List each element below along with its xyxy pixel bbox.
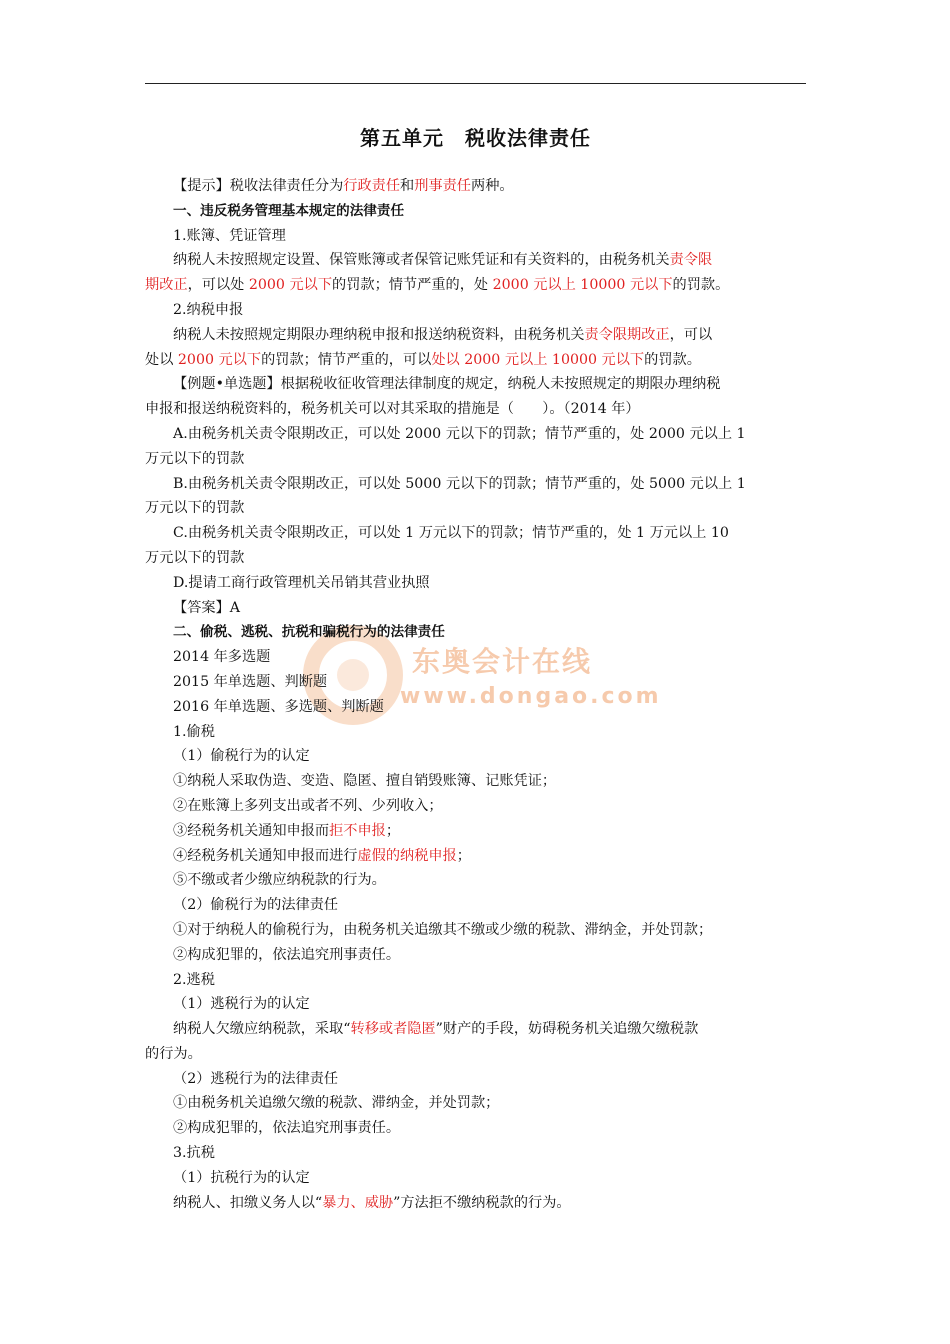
highlighted-text: 2000 元以下 [177,351,262,368]
text-segment: 和 [400,178,415,194]
watermark-brand: 东奥会计在线 [412,645,593,678]
text-line [145,273,810,298]
highlighted-text: 拒不申报 [329,822,386,839]
text-segment: 2.纳税申报 [173,301,244,318]
text-line [145,1141,810,1166]
text-line [145,794,810,819]
text-segment: 万元以下的罚款 [145,549,245,566]
highlighted-text: 暴力、威胁 [322,1194,394,1211]
text-segment: 1.偷税 [173,723,215,740]
text-segment: 3.抗税 [173,1145,215,1162]
text-line [145,893,810,918]
text-line [145,372,810,397]
header-rule [145,83,806,84]
highlighted-text: 处以 2000 元以上 10000 元以下 [431,351,645,368]
text-segment: 一、违反税务管理基本规定的法律责任 [173,202,405,219]
text-segment: 2016 年单选题、多选题、判断题 [173,698,384,715]
text-segment: 的罚款；情节严重的，处 [332,277,493,294]
text-segment: 二、偷税、逃税、抗税和骗税行为的法律责任 [173,624,445,641]
text-segment: 的行为。 [145,1045,202,1062]
text-line [145,521,810,546]
highlighted-text: 虚假的纳税申报 [357,847,457,864]
text-segment: 申报和报送纳税资料的，税务机关可以对其采取的措施是（ ）。（2014 年） [145,401,640,418]
text-line [145,422,810,447]
text-segment: 处以 [145,351,178,368]
text-line [145,571,810,596]
text-segment: ，可以处 [187,277,249,294]
text-segment: 的罚款。 [672,277,730,294]
text-segment: A.由税务机关责令限期改正，可以处 2000 元以下的罚款；情节严重的，处 2000 元以上 1 [173,425,746,442]
text-line [145,472,810,497]
text-line [145,670,810,695]
text-segment: ①纳税人采取伪造、变造、隐匿、擅自销毁账簿、记账凭证； [173,773,557,790]
text-segment: 2015 年单选题、判断题 [173,673,328,690]
text-line [145,323,810,348]
text-segment: 2.逃税 [173,971,215,988]
document-body [145,174,810,1215]
text-line [145,397,810,422]
text-line [145,992,810,1017]
highlighted-text: 行政责任 [343,178,401,194]
text-segment: ①对于纳税人的偷税行为，由税务机关追缴其不缴或少缴的税款、滞纳金，并处罚款； [173,921,713,938]
highlighted-text: 期改正 [145,277,188,294]
text-line [145,695,810,720]
text-segment: 1.账簿、凭证管理 [173,227,286,244]
text-segment: ⑤不缴或者少缴应纳税款的行为。 [173,872,386,889]
text-segment: 纳税人欠缴应纳税款，采取“ [173,1021,351,1038]
text-line [145,1091,810,1116]
text-segment: 的罚款；情节严重的，可以 [261,351,432,368]
text-segment: ②在账簿上多列支出或者不列、少列收入； [173,797,443,814]
text-line [145,868,810,893]
text-line [145,1067,810,1092]
text-segment: 纳税人未按照规定期限办理纳税申报和报送纳税资料，由税务机关 [173,326,585,343]
text-segment: 万元以下的罚款 [145,500,245,517]
text-segment: （1）偷税行为的认定 [173,748,310,765]
text-segment: ”方法拒不缴纳税款的行为。 [393,1194,571,1211]
text-segment: 两种。 [471,178,514,194]
section-heading [145,620,810,645]
text-line [145,720,810,745]
text-segment: ，可以 [669,326,713,343]
text-segment: ②构成犯罪的，依法追究刑事责任。 [173,946,401,963]
text-segment: B.由税务机关责令限期改正，可以处 5000 元以下的罚款；情节严重的，处 5000 元以上 1 [173,475,746,492]
text-segment: （2）偷税行为的法律责任 [173,897,339,914]
text-line [145,496,810,521]
text-line [145,248,810,273]
watermark-url: www.dongao.com [400,684,662,709]
text-line [145,943,810,968]
highlighted-text: 责令限 [669,252,713,269]
text-segment: 【例题•单选题】根据税收征收管理法律制度的规定，纳税人未按照规定的期限办理纳税 [173,376,721,393]
text-segment: ④经税务机关通知申报而进行 [173,847,358,864]
highlighted-text: 2000 元以上 10000 元以下 [492,277,673,294]
text-line [145,546,810,571]
text-line [145,769,810,794]
highlighted-text: 2000 元以下 [248,277,333,294]
section-heading [145,199,810,224]
text-line [145,1017,810,1042]
text-line [145,645,810,670]
highlighted-text: 责令限期改正 [584,326,670,343]
text-segment: 万元以下的罚款 [145,450,245,467]
text-segment: （2）逃税行为的法律责任 [173,1070,339,1087]
text-segment: ； [385,822,401,839]
text-segment: ①由税务机关追缴欠缴的税款、滞纳金，并处罚款； [173,1095,500,1112]
text-line [145,1042,810,1067]
text-line [145,224,810,249]
text-line [145,819,810,844]
text-segment: ”财产的手段，妨碍税务机关追缴欠缴税款 [435,1021,699,1038]
text-line [145,968,810,993]
text-line [145,596,810,621]
text-segment: ③经税务机关通知申报而 [173,822,330,839]
text-line [145,918,810,943]
text-segment: 纳税人未按照规定设置、保管账簿或者保管记账凭证和有关资料的，由税务机关 [173,252,670,269]
text-segment: 【提示】税收法律责任分为 [173,178,344,194]
text-segment: （1）逃税行为的认定 [173,996,310,1013]
text-line [145,348,810,373]
text-segment: C.由税务机关责令限期改正，可以处 1 万元以下的罚款；情节严重的，处 1 万元以上 10 [173,525,729,542]
text-line [145,1166,810,1191]
text-line [145,744,810,769]
text-line [145,174,810,199]
text-segment: 纳税人、扣缴义务人以“ [173,1194,323,1211]
text-segment: 2014 年多选题 [173,649,271,666]
text-line [145,844,810,869]
page-title: 第五单元 税收法律责任 [360,126,591,150]
text-line [145,298,810,323]
text-segment: 【答案】A [173,599,240,616]
text-segment: ②构成犯罪的，依法追究刑事责任。 [173,1120,401,1137]
highlighted-text: 转移或者隐匿 [350,1021,436,1038]
text-segment: （1）抗税行为的认定 [173,1169,310,1186]
text-segment: 的罚款。 [644,351,701,368]
highlighted-text: 刑事责任 [414,178,471,194]
text-line [145,1116,810,1141]
text-line [145,1191,810,1216]
text-line [145,447,810,472]
text-segment: ； [456,847,471,864]
text-segment: D.提请工商行政管理机关吊销其营业执照 [173,574,430,591]
